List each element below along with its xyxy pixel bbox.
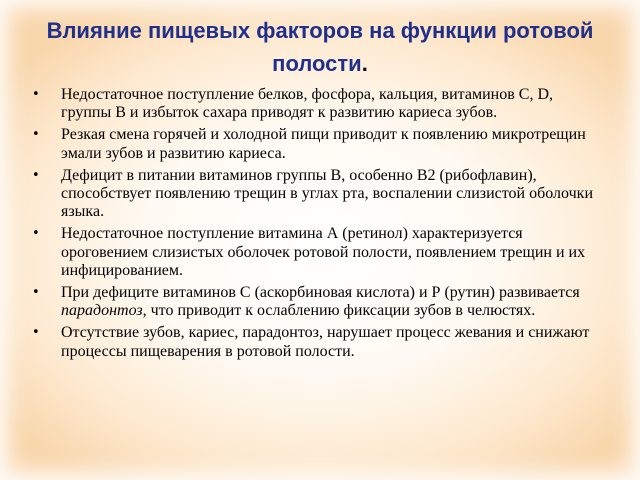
slide-title-period: . [361,51,368,76]
bullet-text-after: , что приводит к ослаблению фиксации зубов в челюстях. [142,302,536,320]
bullet-icon: • [32,127,40,143]
bullet-item-protein-sugar [32,86,602,122]
bullet-item-missing-teeth [32,324,602,360]
bullet-text-italic-term: парадонтоз [61,302,143,320]
bullet-list [32,86,602,365]
bullet-item-temperature [32,126,602,162]
bullet-text: Резкая смена горячей и холодной пищи приводит к появлению микротрещин эмали зубов и развитию кариеса. [61,126,586,162]
bullet-text-before: При дефиците витаминов С (аскорбиновая кислота) и Р (рутин) развивается [61,284,580,302]
bullet-text: Недостаточное поступление белков, фосфора, кальция, витаминов С, D, группы В и избыток сахара приводят к развитию кариеса зубов. [61,86,553,122]
slide-title [40,14,600,80]
bullet-text: Дефицит в питании витаминов группы В, особенно В2 (рибофлавин), способствует появлению трещин в углах рта, воспалении слизистой оболочки языка. [61,166,593,221]
bullet-icon: • [32,167,40,183]
bullet-icon: • [32,87,40,102]
bullet-icon: • [32,325,40,341]
bullet-text: Недостаточное поступление витамина А (ретинол) характеризуется ороговением слизистых оболочек ротовой полости, появлением трещин и их инфицированием. [61,225,586,279]
bullet-text: Отсутствие зубов, кариес, парадонтоз, нарушает процесс жевания и снижают процессы пищеварения в ротовой полости. [61,324,590,360]
bullet-item-vitamin-a [32,225,602,280]
bullet-icon: • [32,226,40,242]
bullet-icon: • [32,285,40,301]
slide-title-text: Влияние пищевых факторов на функции ротовой полости [46,18,594,76]
bullet-item-vitamin-c-p [32,284,602,320]
bullet-item-vitamin-b [32,167,602,222]
